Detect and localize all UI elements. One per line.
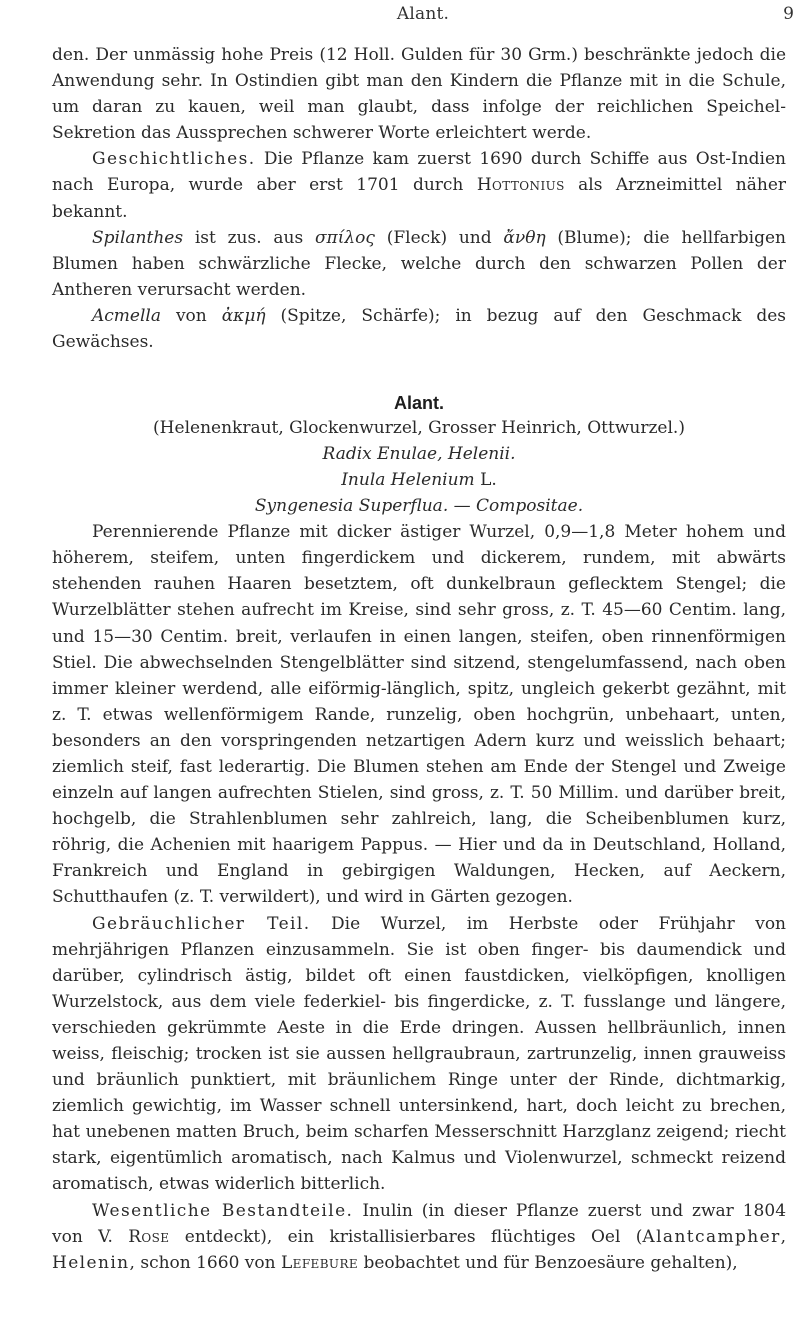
person-name: Lefebure xyxy=(280,1252,359,1273)
species-name: Inula Helenium xyxy=(341,470,475,491)
description-text: Perennierende Pflanze mit dicker ästiger Wurzel, 0,9—1,8 Meter hohem und höherem, steifem, unten fingerdickem und dickerem, rundem, mit abwärts stehenden rauhen Haaren besetztem, oft dunkelbraun geflecktem Stengel; die Wurzelblätter stehen aufrecht im Kreise, sind sehr gross, z. T. 45—60 Centim. lang, und 15—30 Centim. breit, verlaufen in einen langen, steifen, oben rinnenförmigen Stiel. Die abwechselnden Stengelblätter sind sitzend, stengelumfassend, nach oben immer kleiner werdend, alle eiförmig-länglich, spitz, ungleich gekerbt gezähnt, mit z. T. etwas wellenförmigem Rande, runzelig, oben hochgrün, unbehaart, unten, besonders an den vorspringenden netzartigen Adern kurz und weisslich behaart; ziemlich steif, fast lederartig. Die Blumen stehen am Ende der Stengel und Zweige einzeln auf langen aufrechten Stielen, sind gross, z. T. 50 Millim. und darüber breit, hochgelb, die Strahlenblumen sehr zahlreich, lang, die Scheibenblumen kurz, röhrig, die Achenien mit haarigem Pappus. — Hier und da in Deutschland, Holland, Frankreich und England in gebirgigen Waldungen, Hecken, auf Aeckern, Schutthaufen (z. T. verwildert), und wird in Gärten gezogen. xyxy=(52,522,786,908)
species-author: L. xyxy=(480,470,497,491)
chemical-term: Alantcampher xyxy=(642,1226,781,1247)
constituents-text: entdeckt), ein kristallisierbares flüchtiges Oel ( xyxy=(184,1226,643,1247)
running-title: Alant. xyxy=(396,4,450,24)
body-text xyxy=(52,42,786,1276)
section-heading xyxy=(52,391,786,519)
page-header xyxy=(52,4,794,28)
person-name: Rose xyxy=(128,1226,170,1247)
paragraph-continued xyxy=(52,42,786,146)
etymology-text: (Spitze, Schärfe); in bezug auf den Geschmack des Gewächses. xyxy=(52,305,787,353)
history-label: Geschichtliches. xyxy=(92,149,256,170)
paragraph-text: den. Der unmässig hohe Preis (12 Holl. Gulden für 30 Grm.) beschränkte jedoch die Anwendung sehr. In Ostindien gibt man den Kindern die Pflanze mit in die Schule, um daran zu kauen, weil man glaubt, dass infolge der reichlichen Speichel-Sekretion das Aussprechen schwerer Worte erleichtert werde. xyxy=(52,45,786,144)
greek-word: ἀκμή xyxy=(221,305,266,326)
paragraph-description xyxy=(52,519,786,910)
constituents-text: Inulin (in dieser Pflanze zuerst und zwar 1804 von V. xyxy=(52,1200,787,1247)
chemical-term: Helenin xyxy=(52,1252,130,1273)
paragraph-acmella xyxy=(52,303,786,355)
paragraph-constituents xyxy=(52,1198,786,1276)
history-text-end: als Arzneimittel näher bekannt. xyxy=(52,175,787,222)
paragraph-history xyxy=(52,146,786,224)
constituents-label: Wesentliche Bestandteile. xyxy=(92,1200,354,1221)
species-line xyxy=(52,467,786,493)
etymology-term: Spilanthes xyxy=(92,227,184,248)
synonyms-line: (Helenenkraut, Glockenwurzel, Grosser Heinrich, Ottwurzel.) xyxy=(153,418,685,439)
used-part-label: Gebräuchlicher Teil. xyxy=(92,913,311,934)
etymology-text: von xyxy=(175,305,207,326)
drug-name: Radix Enulae, Helenii. xyxy=(322,444,516,465)
used-part-text: Die Wurzel, im Herbste oder Frühjahr von mehrjährigen Pflanzen einzusammeln. Sie ist oben finger- bis daumendick und darüber, cylindrisch ästig, bildet oft einen faustdicken, vielköpfigen, knolligen Wurzelstock, aus dem viele federkiel- bis fingerdicke, z. T. fusslange und längere, verschieden gekrümmte Aeste in die Erde dringen. Aussen hellbräunlich, innen weiss, fleischig; trocken ist sie aussen hellgraubraun, zartrunzelig, innen grauweiss und bräunlich punktiert, mit bräunlichem Ringe unter der Rinde, dichtmarkig, ziemlich gewichtig, im Wasser schnell untersinkend, hart, doch leicht zu brechen, hat unebenen matten Bruch, beim scharfen Messerschnitt Harzglanz zeigend; riecht stark, eigentümlich aromatisch, nach Kalmus und Violenwurzel, schmeckt reizend aromatisch, etwas widerlich bitterlich. xyxy=(52,913,786,1195)
etymology-term: Acmella xyxy=(92,305,161,326)
classification-line: Syngenesia Superflua. — Compositae. xyxy=(254,496,584,517)
greek-word: ἄνθη xyxy=(503,227,546,248)
greek-word: σπίλος xyxy=(314,227,375,248)
history-text: Die Pflanze kam zuerst 1690 durch Schiffe aus Ost-Indien nach Europa, wurde aber erst 1701 durch xyxy=(52,149,786,196)
etymology-text: ist zus. aus xyxy=(194,227,304,248)
etymology-text: (Blume); die hellfarbigen Blumen haben schwärzliche Flecke, welche durch den schwarzen Pollen der Antheren verursacht werden. xyxy=(52,227,786,300)
constituents-text: , schon 1660 von xyxy=(129,1252,276,1273)
etymology-text: (Fleck) und xyxy=(386,227,492,248)
constituents-text: , xyxy=(780,1226,787,1247)
paragraph-spilanthes xyxy=(52,225,786,303)
person-name: Hottonius xyxy=(476,175,565,196)
constituents-text-end: beobachtet und für Benzoesäure gehalten), xyxy=(363,1252,738,1273)
page-number: 9 xyxy=(783,4,794,24)
paragraph-used-part xyxy=(52,911,786,1198)
section-title: Alant. xyxy=(393,393,444,414)
